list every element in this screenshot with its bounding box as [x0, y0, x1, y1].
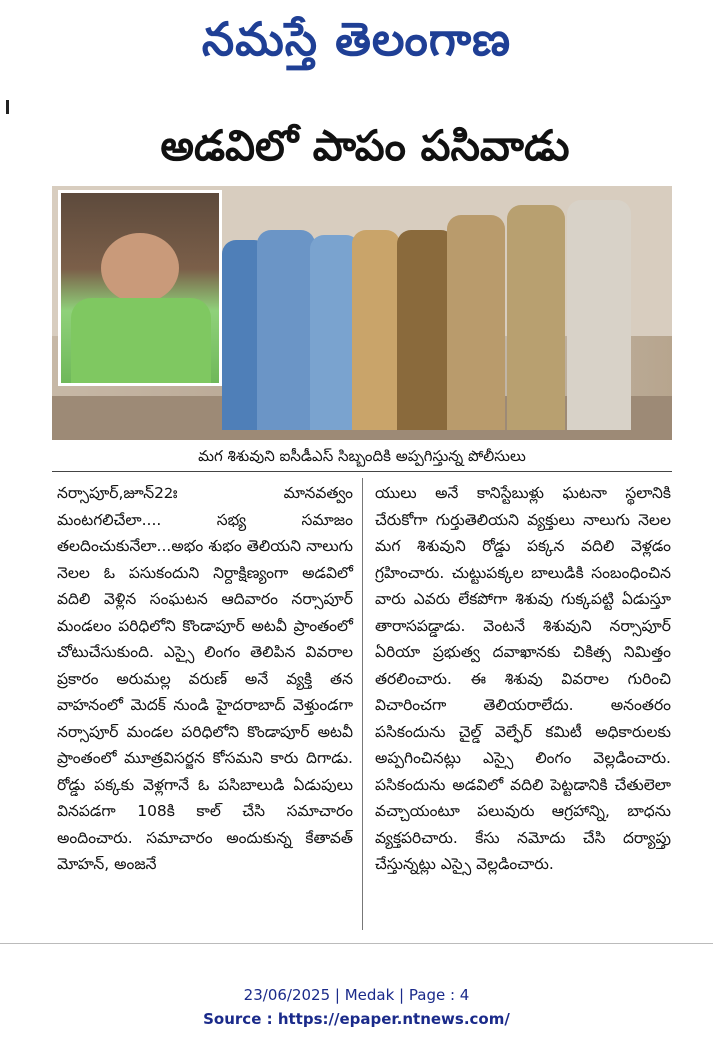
footer-source: Source : https://epaper.ntnews.com/ — [203, 1010, 510, 1028]
article-column-left — [57, 480, 353, 878]
photo-person-7 — [507, 205, 565, 430]
column-divider — [362, 478, 363, 930]
photo-person-8 — [567, 200, 631, 430]
masthead-title: నమస్తే తెలంగాణ — [201, 12, 512, 66]
photo-person-4 — [352, 230, 400, 430]
headline-container — [55, 115, 675, 177]
article-text-right: యులు అనే కానిస్టేబుళ్లు ఘటనా స్థలానికి చేరుకోగా గుర్తుతెలియని వ్యక్తులు నాలుగు నెలల మగ శిశువుని రోడ్డు పక్కన వదిలి వెళ్లడం గ్రహించారు. చుట్టుపక్కల బాలుడికి సంబంధించిన వారు ఎవరు లేకపోగా శిశువు గుక్కపట్టి ఏడుస్తూ తారాసపడ్డాడు. వెంటనే శిశువుని నర్సాపూర్ ఏరియా ప్రభుత్వ దవాఖానకు చికిత్స నిమిత్తం తరలించారు. ఈ శిశువు వివరాల గురించి విచారించగా తెలియరాలేదు. అనంతరం పసికందును చైల్డ్ వెల్ఫేర్ కమిటీ అధికారులకు అప్పగించినట్లు ఎస్సై లింగం వెల్లడించారు. పసికందును అడవిలో వదిలి పెట్టడానికి చేతులెలా వచ్చాయంటూ పలువురు ఆగ్రహాన్ని, బాధను వ్యక్తపరిచారు. కేసు నమోదు చేసి దర్యాప్తు చేస్తున్నట్లు ఎస్సై వెల్లడించారు. — [375, 484, 671, 873]
baby-inset-photo — [58, 190, 222, 386]
baby-shirt — [71, 298, 211, 386]
article-text-left: నర్సాపూర్,జూన్22ః మానవత్వం మంటగలిచేలా.... సభ్య సమాజం తలదించుకునేలా...అభం శుభం తెలియని నాలుగు నెలల ఓ పసుకందుని నిర్దాక్షిణ్యంగా అడవిలో వదిలి వెళ్లిన సంఘటన ఆదివారం నర్సాపూర్ మండలం పరిధిలోని కొండాపూర్ అటవీ ప్రాంతంలో చోటుచేసుకుంది. ఎస్సై లింగం తెలిపిన వివరాల ప్రకారం అరుమల్ల వరుణ్ అనే వ్యక్తి తన వాహనంలో మెదక్ నుండి హైదరాబాద్ వెళ్తుండగా నర్సాపూర్ మండల పరిధిలోని కొండాపూర్ అటవీ ప్రాంతంలో మూత్రవిసర్జన కోసమని కారు దిగాడు. రోడ్డు పక్కకు వెళ్లగానే ఓ పసిబాలుడి ఏడుపులు వినపడగా 108కి కాల్ చేసి సమాచారం అందించారు. సమాచారం అందుకున్న కేతావత్ మోహన్, అంజనే — [57, 484, 353, 873]
baby-face — [101, 233, 179, 303]
photo-person-6 — [447, 215, 505, 430]
page-edge-mark — [6, 100, 9, 114]
article-column-right — [375, 480, 671, 878]
article-headline: అడవిలో పాపం పసివాడు — [160, 121, 570, 170]
photo-person-2 — [257, 230, 315, 430]
photo-caption: మగ శిశువుని ఐసీడీఎస్ సిబ్బందికి అప్పగిస్తున్న పోలీసులు — [52, 441, 672, 472]
footer-divider — [0, 943, 713, 944]
masthead — [0, 8, 713, 70]
footer-date-edition: 23/06/2025 | Medak | Page : 4 — [243, 986, 470, 1004]
news-photo — [52, 186, 672, 440]
